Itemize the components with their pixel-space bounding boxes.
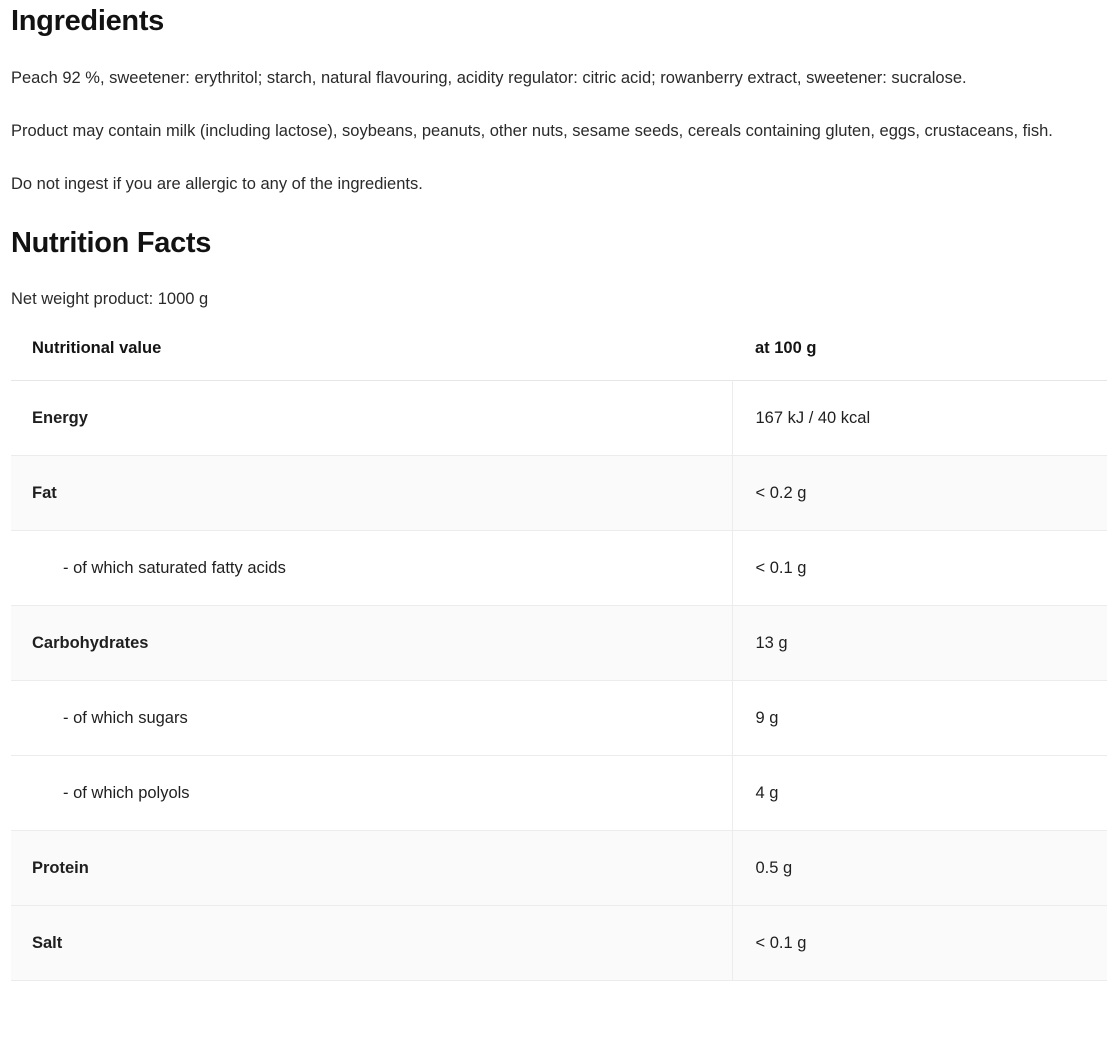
nutrition-table-head — [11, 339, 1107, 381]
row-value: 4 g — [732, 756, 1107, 831]
column-header-nutritional-value: Nutritional value — [32, 339, 162, 358]
allergy-warning-paragraph: Do not ingest if you are allergic to any of the ingredients. — [11, 175, 423, 194]
table-row — [11, 531, 1107, 606]
row-label: Protein — [11, 831, 732, 906]
row-label: Salt — [11, 906, 732, 981]
spacer — [11, 92, 1107, 118]
row-label: Energy — [11, 381, 732, 456]
spacer — [11, 198, 1107, 226]
row-value: < 0.1 g — [732, 906, 1107, 981]
allergen-paragraph: Product may contain milk (including lactose), soybeans, peanuts, other nuts, sesame seeds, cereals containing gluten, eggs, crustaceans, fish. — [11, 122, 1053, 141]
row-value: < 0.2 g — [732, 456, 1107, 531]
spacer — [11, 145, 1107, 171]
nutrition-table — [11, 339, 1107, 981]
row-label: - of which saturated fatty acids — [11, 531, 732, 606]
column-header-per-100g: at 100 g — [755, 339, 817, 358]
nutrition-facts-heading: Nutrition Facts — [11, 227, 212, 260]
table-row — [11, 756, 1107, 831]
spacer — [11, 39, 1107, 65]
nutrition-table-body — [11, 381, 1107, 981]
row-value: 9 g — [732, 681, 1107, 756]
row-label: - of which sugars — [11, 681, 732, 756]
table-row — [11, 681, 1107, 756]
table-header-row — [11, 339, 1107, 381]
spacer — [11, 313, 1107, 339]
table-row — [11, 831, 1107, 906]
table-row — [11, 906, 1107, 981]
ingredients-heading: Ingredients — [11, 5, 164, 37]
table-row — [11, 456, 1107, 531]
row-value: 13 g — [732, 606, 1107, 681]
row-label: - of which polyols — [11, 756, 732, 831]
row-label: Fat — [11, 456, 732, 531]
net-weight-text: Net weight product: 1000 g — [11, 290, 209, 309]
row-label: Carbohydrates — [11, 606, 732, 681]
row-value: 0.5 g — [732, 831, 1107, 906]
spacer — [11, 261, 1107, 286]
row-value: < 0.1 g — [732, 531, 1107, 606]
row-value: 167 kJ / 40 kcal — [732, 381, 1107, 456]
table-row — [11, 606, 1107, 681]
table-row — [11, 381, 1107, 456]
ingredients-paragraph: Peach 92 %, sweetener: erythritol; starch, natural flavouring, acidity regulator: citric acid; rowanberry extract, sweetener: sucralose. — [11, 68, 967, 87]
